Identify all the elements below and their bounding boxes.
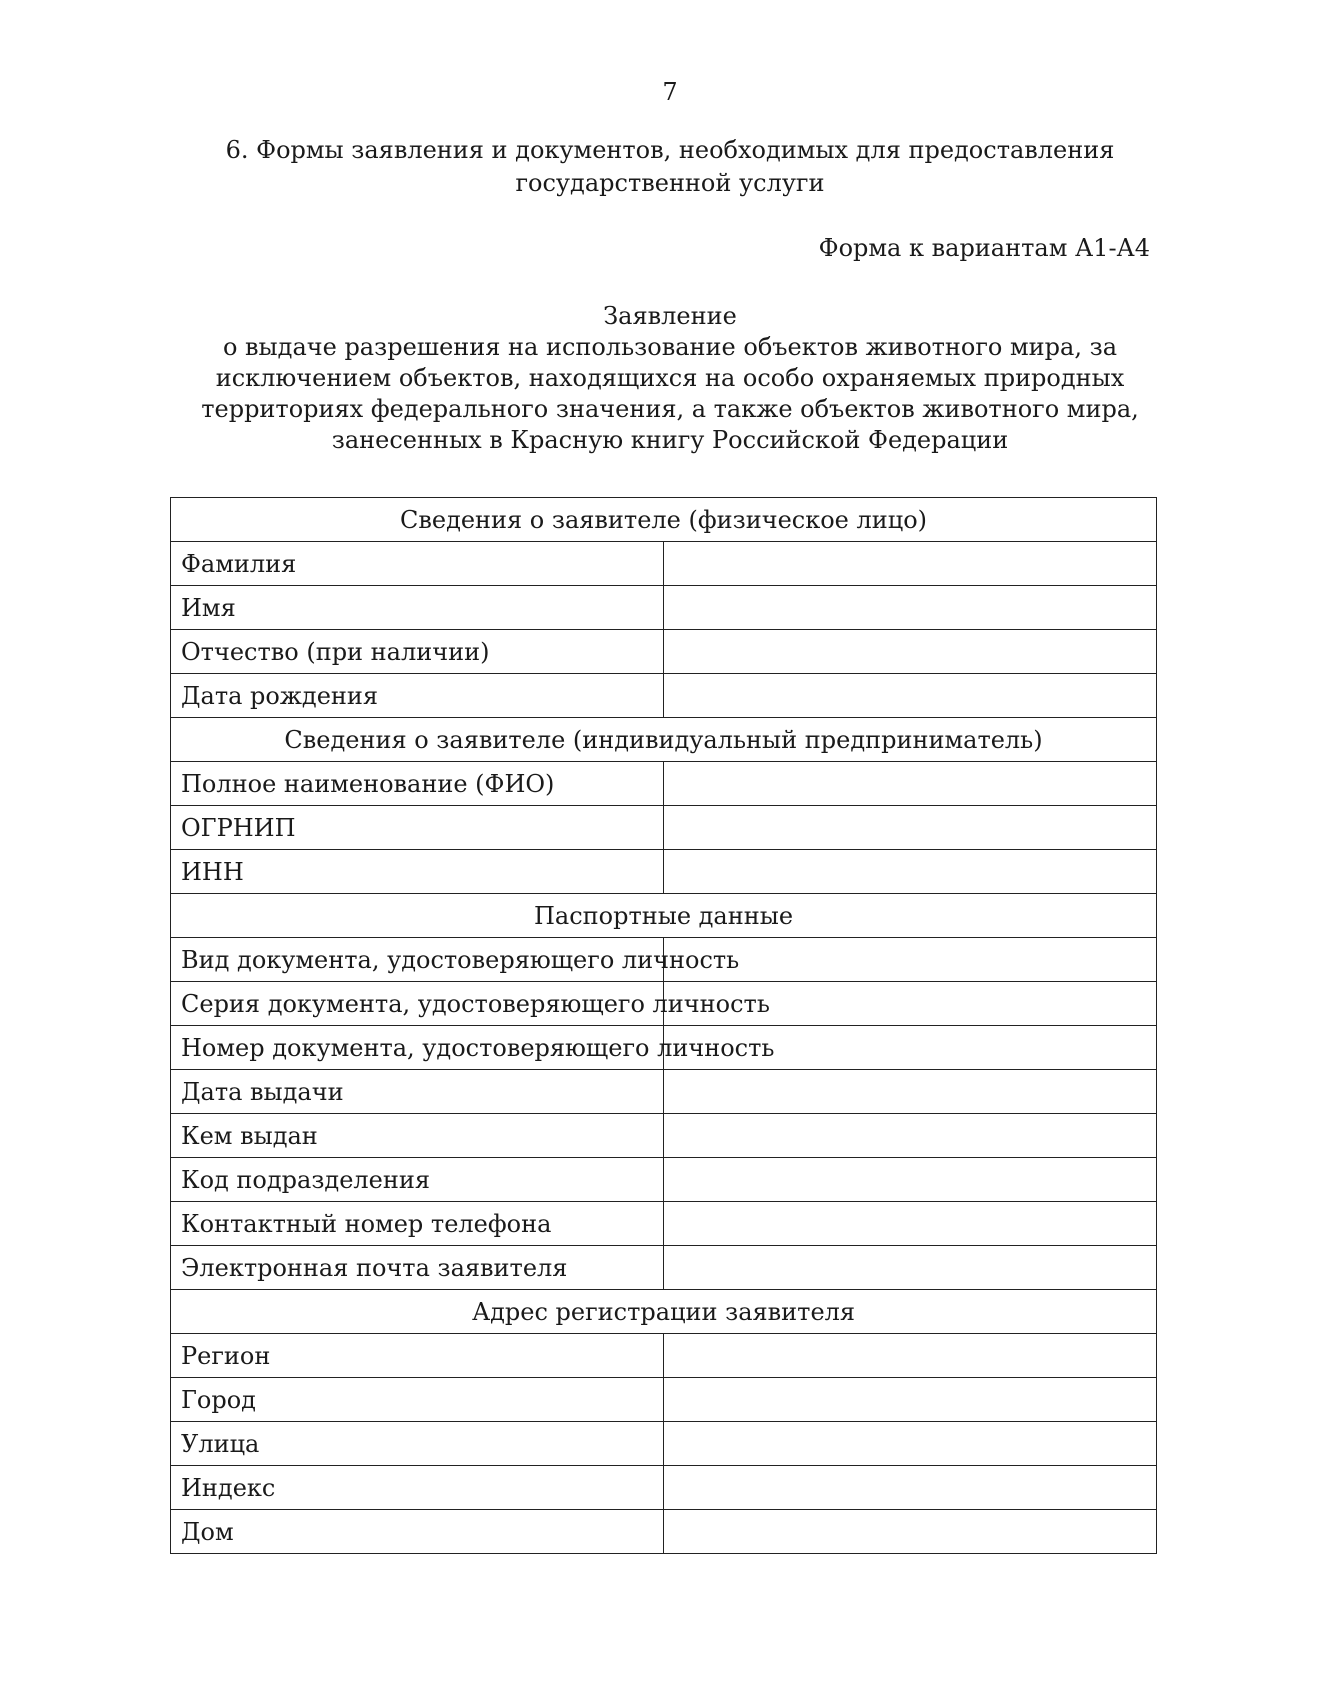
table-row [171,938,1157,982]
section-header-individual: Сведения о заявителе (физическое лицо) [171,498,1157,542]
field-label-document-series: Серия документа, удостоверяющего личность [171,982,664,1026]
field-value-patronymic[interactable] [664,630,1157,674]
field-label-full-name: Полное наименование (ФИО) [171,762,664,806]
form-variant-label: Форма к вариантам А1-А4 [818,234,1150,262]
application-title-block [170,301,1170,456]
application-subtitle-line-2: исключением объектов, находящихся на особо охраняемых природных [215,364,1125,392]
field-value-ogrnip[interactable] [664,806,1157,850]
field-value-street[interactable] [664,1422,1157,1466]
section-heading [200,134,1140,200]
application-form-table [170,497,1157,1554]
field-value-issue-date[interactable] [664,1070,1157,1114]
table-row [171,1334,1157,1378]
section-heading-line-1: 6. Формы заявления и документов, необходимых для предоставления [225,136,1115,164]
field-label-division-code: Код подразделения [171,1158,664,1202]
field-value-birth-date[interactable] [664,674,1157,718]
field-label-phone: Контактный номер телефона [171,1202,664,1246]
application-subtitle-line-4: занесенных в Красную книгу Российской Федерации [331,426,1009,454]
field-value-full-name[interactable] [664,762,1157,806]
field-label-birth-date: Дата рождения [171,674,664,718]
field-value-email[interactable] [664,1246,1157,1290]
field-label-surname: Фамилия [171,542,664,586]
section-header-row [171,718,1157,762]
table-row [171,542,1157,586]
field-label-inn: ИНН [171,850,664,894]
section-header-row [171,1290,1157,1334]
table-row [171,1510,1157,1554]
table-row [171,674,1157,718]
section-header-passport: Паспортные данные [171,894,1157,938]
section-header-row [171,894,1157,938]
field-value-inn[interactable] [664,850,1157,894]
field-value-phone[interactable] [664,1202,1157,1246]
field-value-surname[interactable] [664,542,1157,586]
table-row [171,1422,1157,1466]
table-row [171,1026,1157,1070]
field-label-city: Город [171,1378,664,1422]
table-row [171,1378,1157,1422]
table-row [171,1070,1157,1114]
field-label-street: Улица [171,1422,664,1466]
field-label-document-number: Номер документа, удостоверяющего личность [171,1026,664,1070]
table-row [171,586,1157,630]
form-table-body [171,498,1157,1554]
table-row [171,806,1157,850]
table-row [171,630,1157,674]
field-value-issued-by[interactable] [664,1114,1157,1158]
field-label-email: Электронная почта заявителя [171,1246,664,1290]
field-value-house[interactable] [664,1510,1157,1554]
table-row [171,1114,1157,1158]
section-header-address: Адрес регистрации заявителя [171,1290,1157,1334]
table-row [171,762,1157,806]
field-value-postal-code[interactable] [664,1466,1157,1510]
field-label-patronymic: Отчество (при наличии) [171,630,664,674]
section-header-entrepreneur: Сведения о заявителе (индивидуальный предприниматель) [171,718,1157,762]
field-label-document-type: Вид документа, удостоверяющего личность [171,938,664,982]
field-value-city[interactable] [664,1378,1157,1422]
table-row [171,1202,1157,1246]
field-label-first-name: Имя [171,586,664,630]
application-subtitle-line-3: территориях федерального значения, а также объектов животного мира, [201,395,1139,423]
page-number: 7 [662,78,678,106]
section-header-row [171,498,1157,542]
field-label-issued-by: Кем выдан [171,1114,664,1158]
field-label-region: Регион [171,1334,664,1378]
field-label-postal-code: Индекс [171,1466,664,1510]
table-row [171,850,1157,894]
field-value-region[interactable] [664,1334,1157,1378]
field-label-house: Дом [171,1510,664,1554]
table-row [171,982,1157,1026]
field-value-first-name[interactable] [664,586,1157,630]
table-row [171,1158,1157,1202]
field-value-division-code[interactable] [664,1158,1157,1202]
application-subtitle-line-1: о выдаче разрешения на использование объектов животного мира, за [222,333,1118,361]
field-label-ogrnip: ОГРНИП [171,806,664,850]
field-label-issue-date: Дата выдачи [171,1070,664,1114]
application-title: Заявление [603,302,737,330]
table-row [171,1466,1157,1510]
table-row [171,1246,1157,1290]
section-heading-line-2: государственной услуги [515,169,825,197]
